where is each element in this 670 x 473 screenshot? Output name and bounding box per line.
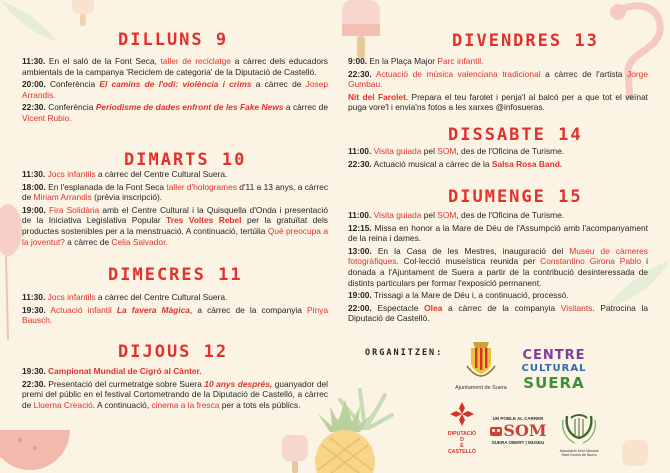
schedule-dissabte: 11:00. Visita guiada pel SOM, des de l'Oficina de Turisme. 22:30. Actuació musical a càrrec de la Salsa Rosa Band. xyxy=(348,146,565,169)
music-society-logo xyxy=(556,410,602,458)
diputacio-line-2: D xyxy=(460,437,464,443)
diputacio-line-1: DIPUTACIÓ xyxy=(447,431,477,437)
coat-of-arms-icon xyxy=(452,336,510,380)
watermelon-icon xyxy=(0,430,70,473)
tram-icon xyxy=(489,424,503,438)
palm-leaf-icon xyxy=(0,0,60,44)
music-society-caption: Associació Unió Musical Sant Cecília de Suera xyxy=(559,449,599,458)
schedule-dimarts: 11:30. Jocs infantils a càrrec del Centre Cultural Suera. 18:00. En l'esplanada de la Font Seca taller d'hologrames d'11 a 13 anys, a càrrec de Miriam Arrandis (prèvia inscripció). 19:00. Fira Solidària amb el Centre Cultural i la Quisquella d'Onda i presentació de la Iniciativa Legislativa Popular Tres Voltes Rebel per la gratuïtat dels productes sostenibles per a la menstruació. A continuació, tertúlia Qué preocupa a la joventut? a càrrec de Celia Salvador. xyxy=(22,169,329,247)
schedule-dilluns: 11:30. En el saló de la Font Seca, taller de reciclatge a càrrec dels educadors ambientals de la campanya 'Reciclem de categoria' de la Diputació de Castelló. 20:00. Conferència El camins de l'odi: violència i crims a càrrec de Josep Arrandis. 22:30. Conferència Periodisme de dades enfront de les Fake News a càrrec de Vicent Rubio. xyxy=(22,56,328,123)
schedule-dimecres: 11:30. Jocs infantils a càrrec del Centre Cultural Suera. 19:30. Actuació infantil La favera Màgica, a càrrec de la companyia Pinya Bausch. xyxy=(22,292,328,326)
day-title-dijous: DIJOUS 12 xyxy=(118,342,229,362)
centre-cultural-logo xyxy=(520,349,588,391)
day-title-dissabte: DISSABTE 14 xyxy=(448,125,583,145)
day-title-divendres: DIVENDRES 13 xyxy=(452,31,599,51)
ice-cream-icon xyxy=(620,440,650,473)
som-top-text: UN POBLE AL CARRER xyxy=(492,416,544,421)
organizers-title: ORGANITZEN: xyxy=(365,348,444,358)
lyre-icon xyxy=(561,410,597,444)
day-title-dimarts: DIMARTS 10 xyxy=(124,150,247,170)
ajuntament-logo xyxy=(452,336,510,391)
ice-cream-icon xyxy=(280,435,310,473)
som-logo xyxy=(486,416,550,445)
som-main-text: SOM xyxy=(503,421,547,440)
schedule-diumenge: 11:00. Visita guiada pel SOM, des de l'Oficina de Turisme. 12:15. Missa en honor a la Mare de Déu de l'Assumpció amb l'acompanyament de la reina i dames. 13:00. En la Casa de les Mestres, inauguració del Museu de càmeres fotogràfiques. Col·lecció museística reunida per Constantino Girona Pablo i donada a l'Ajuntament de Suera a partir de la contribució desinteressada de distints particulars per formar l'exposició permanent. 19:00. Trissagi a la Mare de Déu i, a continuació, processó. 22:00. Espectacle Olea a càrrec de la companyia Visitants. Patrocina la Diputació de Castelló. xyxy=(348,210,648,324)
ice-cream-icon xyxy=(338,0,388,62)
som-bottom-text: SUERA OBERT | MUSEU xyxy=(491,440,545,445)
schedule-dijous: 19:30. Campionat Mundial de Cigró al Cànter. 22:30. Presentació del curmetratge sobre Suera 10 anys després, guanyador del premi del públic en el festival Cortometrando de la Diputació de Castelló, a càrrec de Lluerna Creació. A continuació, cinema a la fresca per a tots els públics. xyxy=(22,366,328,410)
ajuntament-caption: Ajuntament de Suera xyxy=(455,385,507,391)
schedule-divendres: 9:00. En la Plaça Major Parc infantil. 22:30. Actuació de música valenciana tradicional a càrrec de l'artista Jorge Gumbau. Nit del Farolet. Prepara el teu farolet i penja'l al balcó per a que tot el veïnat puga vore'l i envia'ns fotos a les xarxes @infosueras. xyxy=(348,56,649,113)
day-title-dimecres: DIMECRES 11 xyxy=(108,265,243,285)
diputacio-line-3: E xyxy=(460,443,464,449)
day-title-dilluns: DILLUNS 9 xyxy=(118,30,229,50)
centre-line-3: SUERA xyxy=(523,374,585,392)
centre-line-1: CENTRE xyxy=(522,348,586,363)
centre-line-2: CULTURAL xyxy=(521,363,587,374)
ice-cream-icon xyxy=(70,0,96,26)
diputacio-line-4: CASTELLÓ xyxy=(448,449,476,455)
diputacio-logo xyxy=(442,402,482,455)
diputacio-emblem-icon xyxy=(449,402,475,426)
day-title-diumenge: DIUMENGE 15 xyxy=(448,187,583,207)
